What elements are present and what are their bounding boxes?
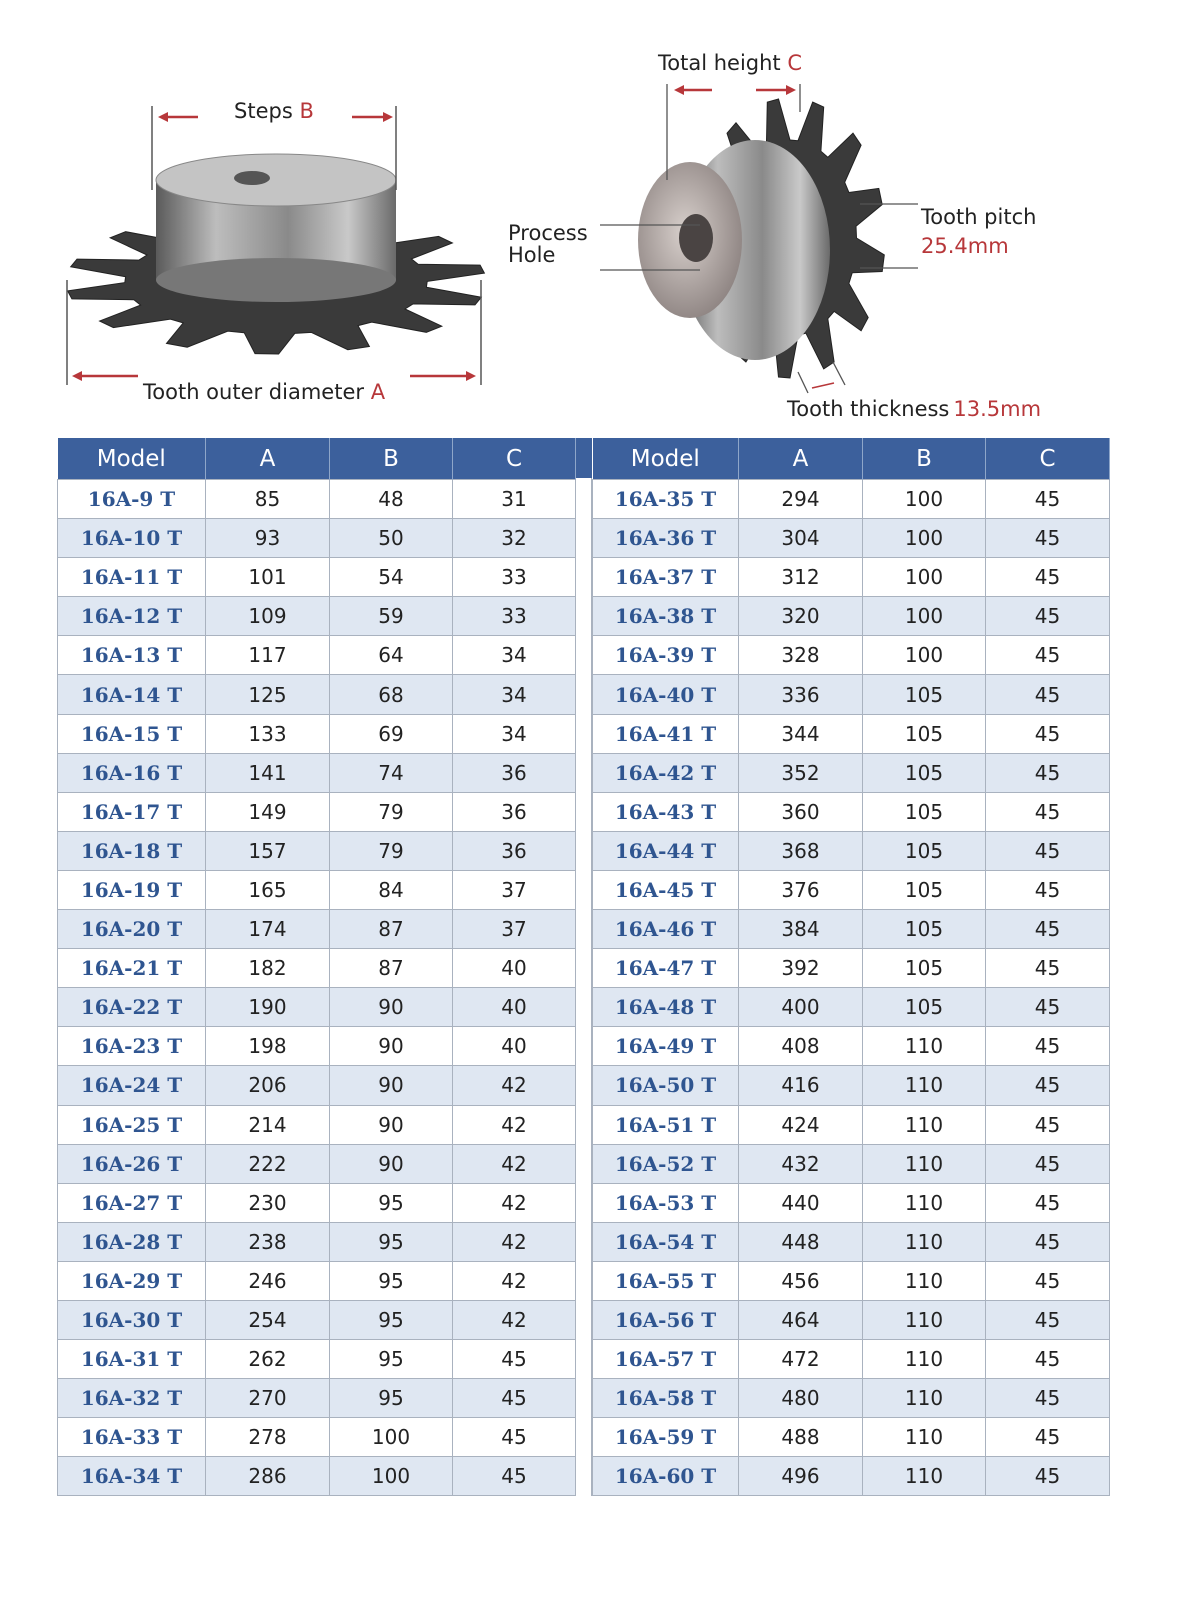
- c-cell: 42: [453, 1105, 576, 1144]
- outer-diameter-letter: A: [370, 380, 386, 404]
- a-cell: 93: [206, 519, 330, 558]
- model-cell: 16A-58 T: [593, 1379, 739, 1418]
- c-cell: 36: [453, 792, 576, 831]
- tooth-thickness-label: [787, 398, 1041, 420]
- c-cell: 45: [986, 1300, 1110, 1339]
- c-cell: 37: [453, 910, 576, 949]
- table-row: [58, 753, 576, 792]
- c-cell: 45: [986, 753, 1110, 792]
- a-cell: 496: [739, 1457, 863, 1496]
- model-cell: 16A-29 T: [58, 1261, 206, 1300]
- table-row: [593, 675, 1110, 714]
- b-cell: 110: [863, 1066, 986, 1105]
- table-row: [593, 714, 1110, 753]
- sprocket-side-view: [68, 154, 485, 354]
- tooth-pitch-text: Tooth pitch: [921, 205, 1037, 229]
- c-cell: 33: [453, 597, 576, 636]
- table-row: [593, 1418, 1110, 1457]
- c-cell: 45: [986, 1066, 1110, 1105]
- table-row: [593, 949, 1110, 988]
- a-cell: 432: [739, 1144, 863, 1183]
- model-cell: 16A-39 T: [593, 636, 739, 675]
- table-row: [58, 910, 576, 949]
- model-cell: 16A-52 T: [593, 1144, 739, 1183]
- model-cell: 16A-26 T: [58, 1144, 206, 1183]
- a-cell: 472: [739, 1340, 863, 1379]
- a-cell: 222: [206, 1144, 330, 1183]
- b-cell: 110: [863, 1261, 986, 1300]
- a-cell: 174: [206, 910, 330, 949]
- a-cell: 214: [206, 1105, 330, 1144]
- model-cell: 16A-21 T: [58, 949, 206, 988]
- c-cell: 34: [453, 675, 576, 714]
- spec-table-left: [57, 438, 576, 1496]
- a-cell: 448: [739, 1222, 863, 1261]
- b-cell: 100: [863, 480, 986, 519]
- b-cell: 110: [863, 1300, 986, 1339]
- c-cell: 37: [453, 870, 576, 909]
- model-cell: 16A-14 T: [58, 675, 206, 714]
- model-cell: 16A-22 T: [58, 988, 206, 1027]
- c-cell: 45: [986, 519, 1110, 558]
- c-cell: 45: [986, 910, 1110, 949]
- b-cell: 90: [330, 1105, 453, 1144]
- c-cell: 45: [986, 1222, 1110, 1261]
- c-cell: 34: [453, 714, 576, 753]
- model-cell: 16A-19 T: [58, 870, 206, 909]
- c-cell: 33: [453, 558, 576, 597]
- a-cell: 198: [206, 1027, 330, 1066]
- a-cell: 206: [206, 1066, 330, 1105]
- a-cell: 360: [739, 792, 863, 831]
- table-row: [593, 988, 1110, 1027]
- a-cell: 440: [739, 1183, 863, 1222]
- a-cell: 488: [739, 1418, 863, 1457]
- a-cell: 480: [739, 1379, 863, 1418]
- sprocket-front-view: [638, 99, 884, 378]
- table-row: [58, 636, 576, 675]
- b-cell: 100: [330, 1457, 453, 1496]
- table-row: [58, 597, 576, 636]
- a-cell: 312: [739, 558, 863, 597]
- table-row: [58, 714, 576, 753]
- spec-table-right: [592, 438, 1110, 1496]
- table-row: [58, 1261, 576, 1300]
- a-cell: 286: [206, 1457, 330, 1496]
- b-cell: 90: [330, 1066, 453, 1105]
- a-cell: 344: [739, 714, 863, 753]
- a-cell: 376: [739, 870, 863, 909]
- model-cell: 16A-30 T: [58, 1300, 206, 1339]
- a-cell: 368: [739, 831, 863, 870]
- c-cell: 45: [986, 597, 1110, 636]
- c-cell: 45: [986, 636, 1110, 675]
- model-cell: 16A-50 T: [593, 1066, 739, 1105]
- model-cell: 16A-44 T: [593, 831, 739, 870]
- c-cell: 36: [453, 831, 576, 870]
- c-cell: 45: [986, 1105, 1110, 1144]
- a-cell: 294: [739, 480, 863, 519]
- b-cell: 87: [330, 949, 453, 988]
- model-cell: 16A-17 T: [58, 792, 206, 831]
- b-cell: 105: [863, 792, 986, 831]
- c-cell: 42: [453, 1261, 576, 1300]
- model-cell: 16A-57 T: [593, 1340, 739, 1379]
- model-cell: 16A-12 T: [58, 597, 206, 636]
- a-cell: 149: [206, 792, 330, 831]
- b-cell: 68: [330, 675, 453, 714]
- c-cell: 45: [453, 1418, 576, 1457]
- b-cell: 110: [863, 1379, 986, 1418]
- model-cell: 16A-33 T: [58, 1418, 206, 1457]
- a-cell: 384: [739, 910, 863, 949]
- model-cell: 16A-59 T: [593, 1418, 739, 1457]
- b-cell: 64: [330, 636, 453, 675]
- a-cell: 133: [206, 714, 330, 753]
- header-a: A: [206, 438, 330, 480]
- c-cell: 45: [986, 1340, 1110, 1379]
- table-row: [58, 988, 576, 1027]
- model-cell: 16A-27 T: [58, 1183, 206, 1222]
- model-cell: 16A-41 T: [593, 714, 739, 753]
- tooth-pitch-value: 25.4mm: [921, 234, 1009, 259]
- model-cell: 16A-28 T: [58, 1222, 206, 1261]
- process-hole-line1: Process: [508, 221, 588, 245]
- table-row: [593, 480, 1110, 519]
- table-row: [593, 1379, 1110, 1418]
- header-c: C: [453, 438, 576, 480]
- c-cell: 45: [986, 831, 1110, 870]
- b-cell: 100: [863, 636, 986, 675]
- model-cell: 16A-54 T: [593, 1222, 739, 1261]
- c-cell: 42: [453, 1222, 576, 1261]
- header-model: Model: [593, 438, 739, 480]
- c-cell: 42: [453, 1144, 576, 1183]
- model-cell: 16A-47 T: [593, 949, 739, 988]
- a-cell: 464: [739, 1300, 863, 1339]
- c-cell: 42: [453, 1300, 576, 1339]
- b-cell: 105: [863, 714, 986, 753]
- table-row: [593, 831, 1110, 870]
- model-cell: 16A-46 T: [593, 910, 739, 949]
- model-cell: 16A-25 T: [58, 1105, 206, 1144]
- b-cell: 105: [863, 870, 986, 909]
- b-cell: 110: [863, 1418, 986, 1457]
- table-row: [593, 558, 1110, 597]
- b-cell: 79: [330, 831, 453, 870]
- table-row: [593, 1457, 1110, 1496]
- table-row: [58, 831, 576, 870]
- outer-diameter-a-label: [143, 381, 385, 403]
- steps-letter: B: [299, 99, 314, 123]
- a-cell: 157: [206, 831, 330, 870]
- model-cell: 16A-31 T: [58, 1340, 206, 1379]
- model-cell: 16A-53 T: [593, 1183, 739, 1222]
- c-cell: 45: [986, 675, 1110, 714]
- c-cell: 45: [986, 870, 1110, 909]
- b-cell: 90: [330, 1144, 453, 1183]
- c-cell: 45: [986, 558, 1110, 597]
- c-cell: 34: [453, 636, 576, 675]
- b-cell: 110: [863, 1457, 986, 1496]
- c-cell: 45: [986, 1418, 1110, 1457]
- table-row: [593, 1340, 1110, 1379]
- process-hole-label: [508, 222, 588, 266]
- table-row: [593, 910, 1110, 949]
- c-cell: 36: [453, 753, 576, 792]
- c-cell: 45: [986, 949, 1110, 988]
- b-cell: 95: [330, 1261, 453, 1300]
- model-cell: 16A-10 T: [58, 519, 206, 558]
- model-cell: 16A-42 T: [593, 753, 739, 792]
- b-cell: 100: [863, 519, 986, 558]
- b-cell: 95: [330, 1300, 453, 1339]
- table-row: [593, 1300, 1110, 1339]
- steps-b-label: [234, 100, 314, 122]
- table-row: [58, 558, 576, 597]
- b-cell: 48: [330, 480, 453, 519]
- b-cell: 100: [863, 597, 986, 636]
- a-cell: 125: [206, 675, 330, 714]
- b-cell: 84: [330, 870, 453, 909]
- table-row: [58, 1144, 576, 1183]
- c-cell: 45: [986, 988, 1110, 1027]
- b-cell: 100: [863, 558, 986, 597]
- a-cell: 416: [739, 1066, 863, 1105]
- table-row: [58, 870, 576, 909]
- table-row: [58, 1340, 576, 1379]
- b-cell: 95: [330, 1379, 453, 1418]
- total-height-text: Total height: [658, 51, 781, 75]
- a-cell: 246: [206, 1261, 330, 1300]
- model-cell: 16A-55 T: [593, 1261, 739, 1300]
- a-cell: 101: [206, 558, 330, 597]
- a-cell: 117: [206, 636, 330, 675]
- table-row: [593, 1144, 1110, 1183]
- model-cell: 16A-32 T: [58, 1379, 206, 1418]
- b-cell: 74: [330, 753, 453, 792]
- table-row: [58, 1418, 576, 1457]
- a-cell: 230: [206, 1183, 330, 1222]
- b-cell: 87: [330, 910, 453, 949]
- b-cell: 110: [863, 1105, 986, 1144]
- a-cell: 262: [206, 1340, 330, 1379]
- table-row: [58, 949, 576, 988]
- model-cell: 16A-16 T: [58, 753, 206, 792]
- model-cell: 16A-49 T: [593, 1027, 739, 1066]
- model-cell: 16A-15 T: [58, 714, 206, 753]
- header-b: B: [330, 438, 453, 480]
- a-cell: 254: [206, 1300, 330, 1339]
- c-cell: 45: [986, 1457, 1110, 1496]
- b-cell: 110: [863, 1340, 986, 1379]
- b-cell: 95: [330, 1222, 453, 1261]
- b-cell: 50: [330, 519, 453, 558]
- b-cell: 90: [330, 988, 453, 1027]
- a-cell: 400: [739, 988, 863, 1027]
- a-cell: 270: [206, 1379, 330, 1418]
- b-cell: 105: [863, 675, 986, 714]
- table-row: [58, 1066, 576, 1105]
- b-cell: 100: [330, 1418, 453, 1457]
- a-cell: 424: [739, 1105, 863, 1144]
- model-cell: 16A-36 T: [593, 519, 739, 558]
- c-cell: 42: [453, 1183, 576, 1222]
- table-row: [593, 1183, 1110, 1222]
- a-cell: 141: [206, 753, 330, 792]
- model-cell: 16A-56 T: [593, 1300, 739, 1339]
- model-cell: 16A-60 T: [593, 1457, 739, 1496]
- total-height-letter: C: [787, 51, 803, 75]
- model-cell: 16A-51 T: [593, 1105, 739, 1144]
- total-height-c-label: [658, 52, 802, 74]
- a-cell: 336: [739, 675, 863, 714]
- a-cell: 456: [739, 1261, 863, 1300]
- c-cell: 45: [453, 1457, 576, 1496]
- a-cell: 278: [206, 1418, 330, 1457]
- model-cell: 16A-43 T: [593, 792, 739, 831]
- table-divider: [575, 438, 592, 1496]
- header-b: B: [863, 438, 986, 480]
- c-cell: 45: [986, 792, 1110, 831]
- table-row: [58, 1105, 576, 1144]
- b-cell: 59: [330, 597, 453, 636]
- a-cell: 408: [739, 1027, 863, 1066]
- table-row: [593, 597, 1110, 636]
- c-cell: 40: [453, 988, 576, 1027]
- table-row: [593, 519, 1110, 558]
- c-cell: 45: [986, 1183, 1110, 1222]
- table-row: [58, 1222, 576, 1261]
- table-row: [58, 792, 576, 831]
- c-cell: 45: [453, 1379, 576, 1418]
- outer-diameter-text: Tooth outer diameter: [143, 380, 364, 404]
- model-cell: 16A-18 T: [58, 831, 206, 870]
- model-cell: 16A-20 T: [58, 910, 206, 949]
- a-cell: 165: [206, 870, 330, 909]
- header-c: C: [986, 438, 1110, 480]
- table-row: [593, 1066, 1110, 1105]
- c-cell: 45: [986, 1261, 1110, 1300]
- table-row: [593, 870, 1110, 909]
- table-row: [593, 792, 1110, 831]
- b-cell: 105: [863, 988, 986, 1027]
- b-cell: 69: [330, 714, 453, 753]
- c-cell: 31: [453, 480, 576, 519]
- c-cell: 45: [986, 1144, 1110, 1183]
- model-cell: 16A-35 T: [593, 480, 739, 519]
- b-cell: 110: [863, 1222, 986, 1261]
- header-a: A: [739, 438, 863, 480]
- a-cell: 392: [739, 949, 863, 988]
- tooth-thickness-text: Tooth thickness: [787, 397, 950, 421]
- model-cell: 16A-13 T: [58, 636, 206, 675]
- model-cell: 16A-23 T: [58, 1027, 206, 1066]
- model-cell: 16A-38 T: [593, 597, 739, 636]
- c-cell: 45: [986, 714, 1110, 753]
- steps-text: Steps: [234, 99, 293, 123]
- table-row: [58, 519, 576, 558]
- model-cell: 16A-34 T: [58, 1457, 206, 1496]
- model-cell: 16A-9 T: [58, 480, 206, 519]
- a-cell: 190: [206, 988, 330, 1027]
- a-cell: 109: [206, 597, 330, 636]
- table-row: [58, 675, 576, 714]
- c-cell: 32: [453, 519, 576, 558]
- model-cell: 16A-48 T: [593, 988, 739, 1027]
- table-header-row: [58, 438, 576, 480]
- model-cell: 16A-40 T: [593, 675, 739, 714]
- tooth-thickness-value: 13.5mm: [953, 397, 1042, 421]
- c-cell: 40: [453, 949, 576, 988]
- header-model: Model: [58, 438, 206, 480]
- c-cell: 45: [986, 1379, 1110, 1418]
- table-row: [593, 1261, 1110, 1300]
- table-header-row: [593, 438, 1110, 480]
- table-row: [58, 480, 576, 519]
- b-cell: 95: [330, 1340, 453, 1379]
- c-cell: 45: [453, 1340, 576, 1379]
- model-cell: 16A-24 T: [58, 1066, 206, 1105]
- c-cell: 42: [453, 1066, 576, 1105]
- table-row: [593, 636, 1110, 675]
- c-cell: 45: [986, 1027, 1110, 1066]
- a-cell: 85: [206, 480, 330, 519]
- a-cell: 304: [739, 519, 863, 558]
- a-cell: 182: [206, 949, 330, 988]
- table-divider-header: [575, 438, 592, 478]
- table-row: [58, 1457, 576, 1496]
- b-cell: 105: [863, 831, 986, 870]
- b-cell: 110: [863, 1183, 986, 1222]
- b-cell: 105: [863, 910, 986, 949]
- table-row: [58, 1300, 576, 1339]
- table-row: [593, 1222, 1110, 1261]
- c-cell: 45: [986, 480, 1110, 519]
- b-cell: 95: [330, 1183, 453, 1222]
- model-cell: 16A-11 T: [58, 558, 206, 597]
- table-row: [593, 753, 1110, 792]
- b-cell: 105: [863, 753, 986, 792]
- b-cell: 110: [863, 1144, 986, 1183]
- table-row: [58, 1379, 576, 1418]
- tooth-pitch-label: [921, 206, 1036, 257]
- a-cell: 238: [206, 1222, 330, 1261]
- a-cell: 320: [739, 597, 863, 636]
- c-cell: 40: [453, 1027, 576, 1066]
- table-row: [593, 1027, 1110, 1066]
- a-cell: 328: [739, 636, 863, 675]
- b-cell: 105: [863, 949, 986, 988]
- process-hole-line2: Hole: [508, 243, 556, 268]
- table-row: [58, 1027, 576, 1066]
- table-row: [58, 1183, 576, 1222]
- b-cell: 90: [330, 1027, 453, 1066]
- a-cell: 352: [739, 753, 863, 792]
- b-cell: 54: [330, 558, 453, 597]
- b-cell: 79: [330, 792, 453, 831]
- model-cell: 16A-37 T: [593, 558, 739, 597]
- b-cell: 110: [863, 1027, 986, 1066]
- model-cell: 16A-45 T: [593, 870, 739, 909]
- table-row: [593, 1105, 1110, 1144]
